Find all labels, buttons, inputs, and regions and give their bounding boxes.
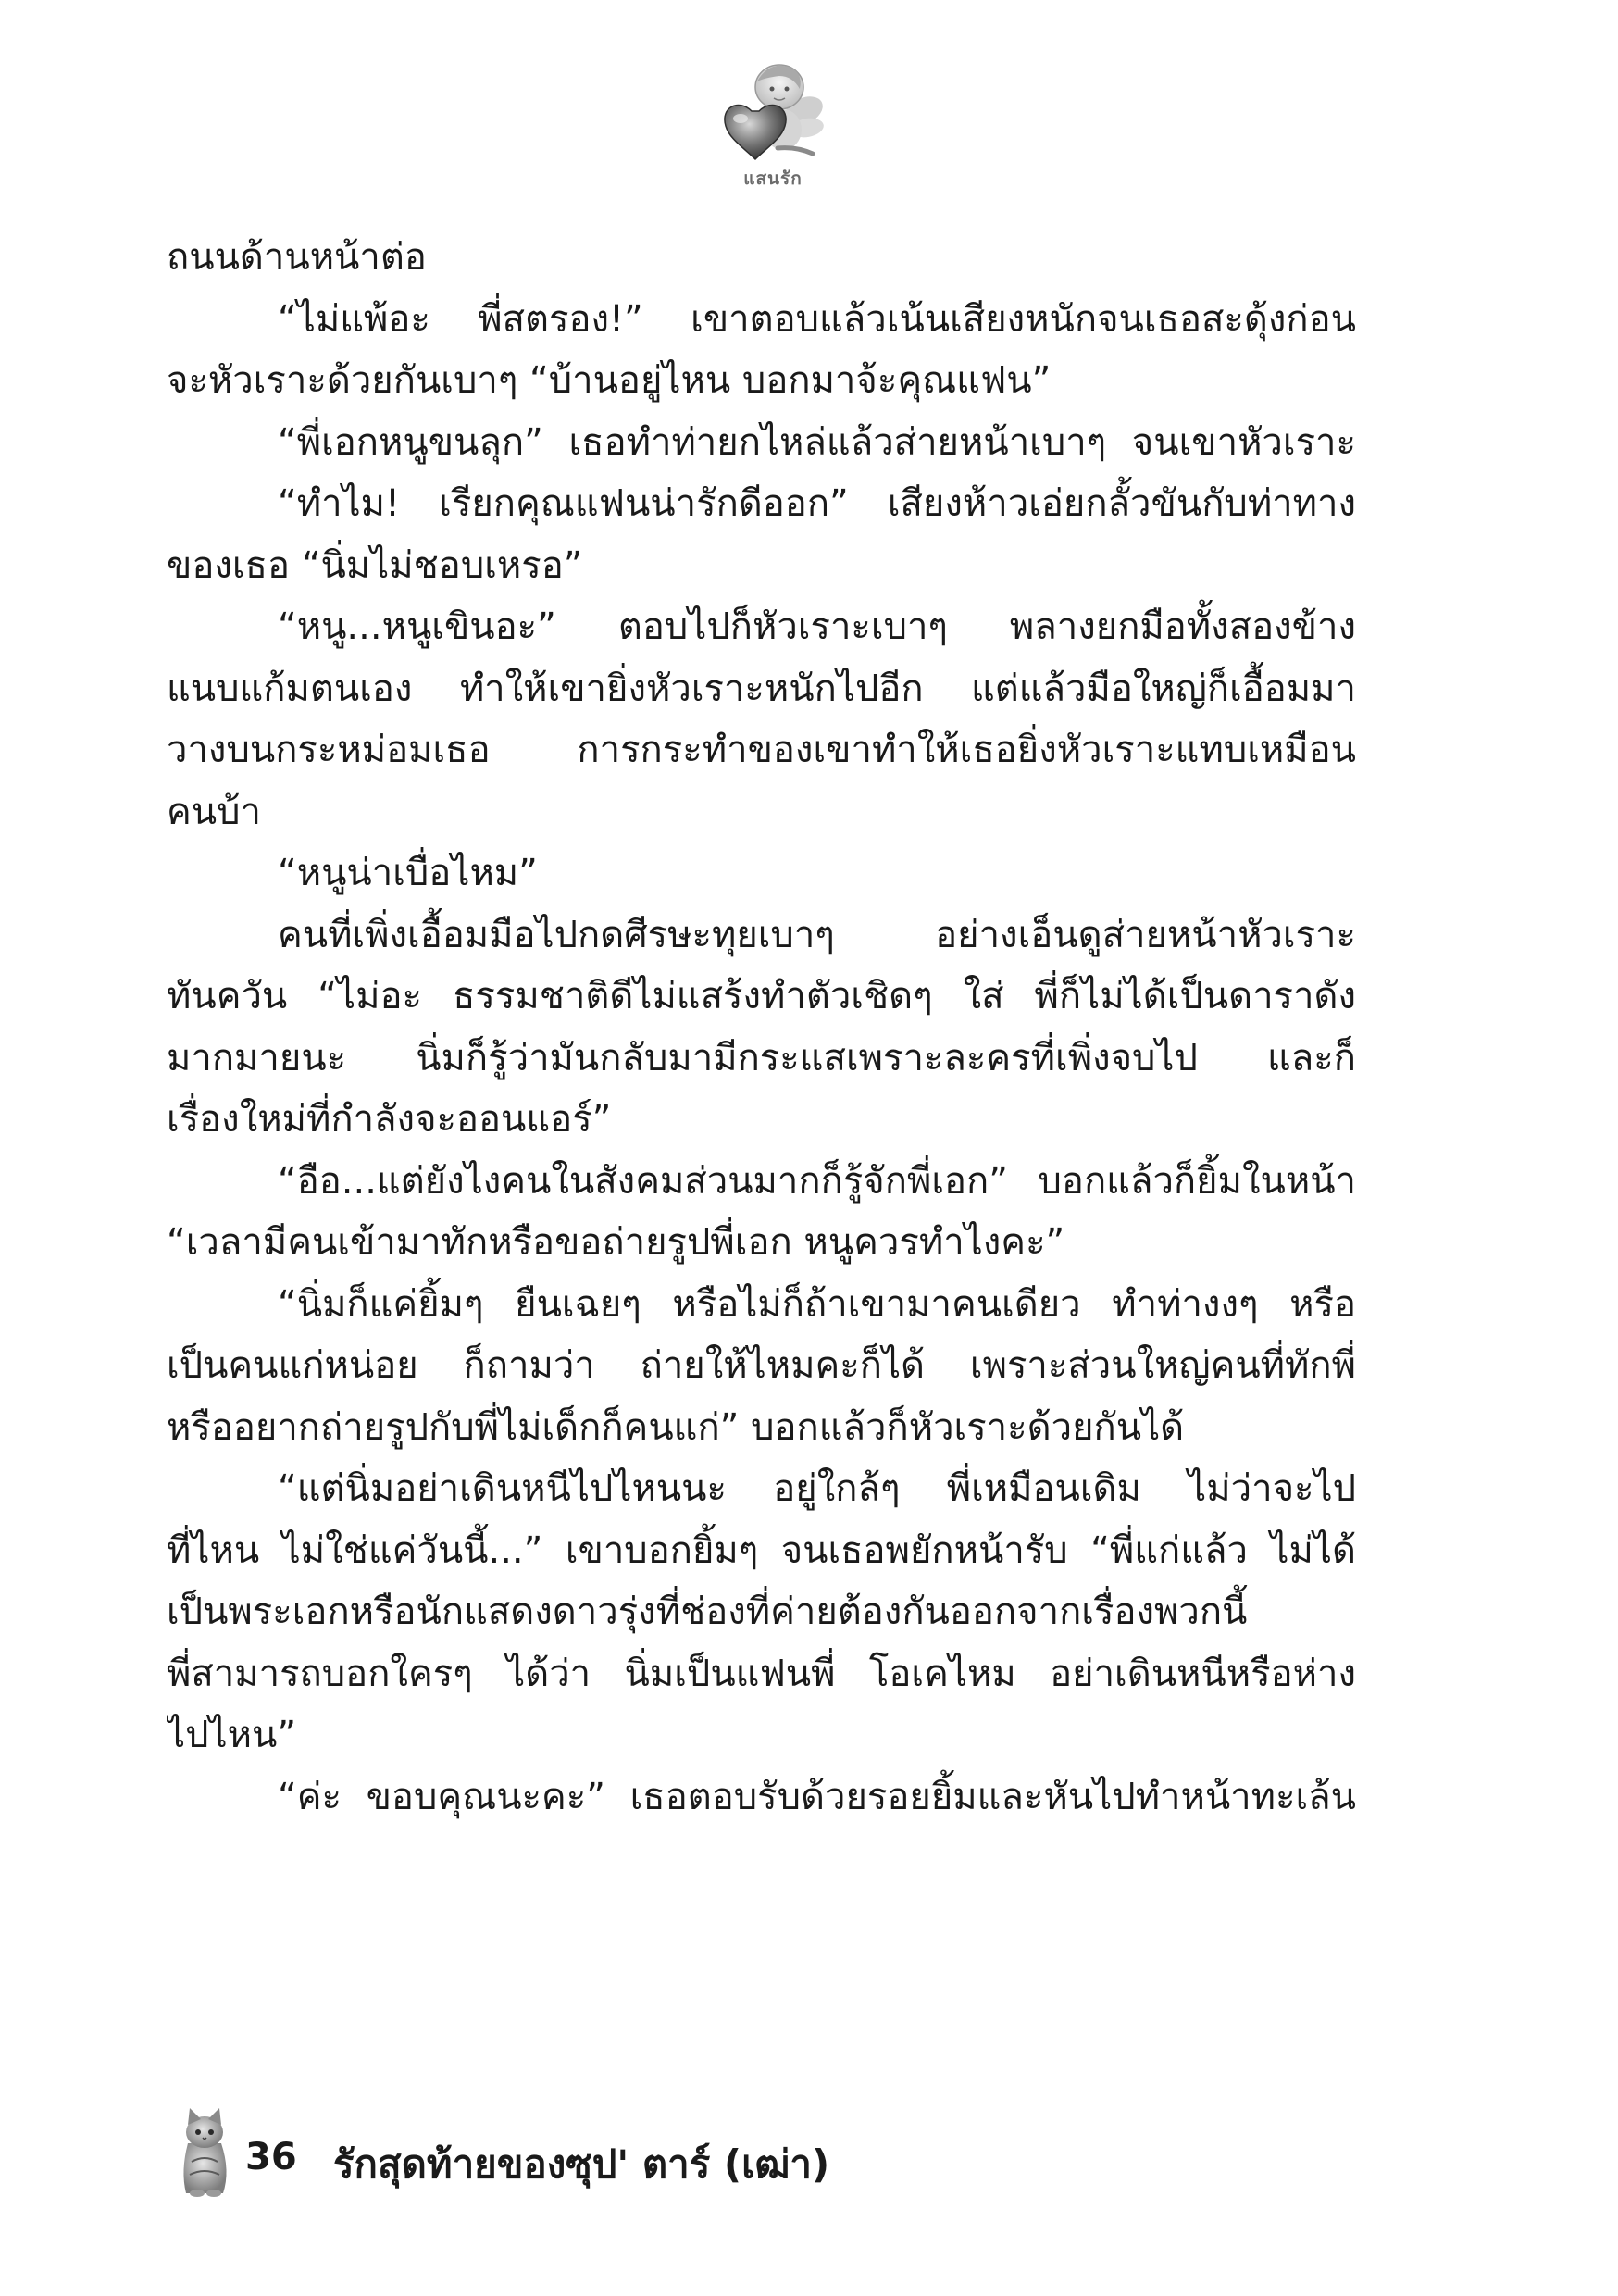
text-line: “อือ...แต่ยังไงคนในสังคมส่วนมากก็รู้จักพี่เอก” บอกแล้วก็ยิ้มในหน้า bbox=[278, 1159, 1356, 1203]
text-line: “พี่เอกหนูขนลุก” เธอทำท่ายกไหล่แล้วส่ายหน้าเบาๆ จนเขาหัวเราะ bbox=[278, 420, 1356, 464]
page-number: 36 bbox=[245, 2136, 297, 2178]
text-line: ของเธอ “นิ่มไม่ชอบเหรอ” bbox=[167, 543, 583, 587]
text-line: “หนู...หนูเขินอะ” ตอบไปก็หัวเราะเบาๆ พลางยกมือทั้งสองข้าง bbox=[278, 605, 1356, 648]
text-line: เรื่องใหม่ที่กำลังจะออนแอร์” bbox=[167, 1098, 612, 1141]
logo-text: แสนรัก bbox=[743, 168, 803, 189]
text-line: แนบแก้มตนเอง ทำให้เขายิ่งหัวเราะหนักไปอีก แต่แล้วมือใหญ่ก็เอื้อมมา bbox=[167, 667, 1356, 710]
kitten-icon bbox=[171, 2106, 238, 2199]
text-line: คนที่เพิ่งเอื้อมมือไปกดศีรษะทุยเบาๆ อย่างเอ็นดูส่ายหน้าหัวเราะ bbox=[278, 913, 1356, 956]
text-line: พี่สามารถบอกใครๆ ได้ว่า นิ่มเป็นแฟนพี่ โอเคไหม อย่าเดินหนีหรือห่าง bbox=[167, 1652, 1356, 1695]
text-line: คนบ้า bbox=[167, 790, 261, 833]
publisher-logo bbox=[703, 57, 842, 194]
text-line: ไปไหน” bbox=[167, 1714, 297, 1756]
text-line: “ไม่แพ้อะ พี่สตรอง!” เขาตอบแล้วเน้นเสียงหนักจนเธอสะดุ้งก่อน bbox=[278, 297, 1356, 341]
book-title: รักสุดท้ายของซุป' ตาร์ (เฒ่า) bbox=[333, 2141, 830, 2187]
page-footer bbox=[171, 2106, 1004, 2208]
text-line: “ค่ะ ขอบคุณนะคะ” เธอตอบรับด้วยรอยยิ้มและหันไปทำหน้าทะเล้น bbox=[278, 1775, 1356, 1818]
text-line: วางบนกระหม่อมเธอ การกระทำของเขาทำให้เธอยิ่งหัวเราะแทบเหมือน bbox=[167, 729, 1356, 771]
text-line: “นิ่มก็แค่ยิ้มๆ ยืนเฉยๆ หรือไม่ก็ถ้าเขามาคนเดียว ทำท่างงๆ หรือ bbox=[278, 1282, 1356, 1326]
text-line: ที่ไหน ไม่ใช่แค่วันนี้...” เขาบอกยิ้มๆ จนเธอพยักหน้ารับ “พี่แก่แล้ว ไม่ได้ bbox=[167, 1529, 1356, 1572]
text-line: เป็นคนแก่หน่อย ก็ถามว่า ถ่ายให้ไหมคะก็ได้ เพราะส่วนใหญ่คนที่ทักพี่ bbox=[167, 1344, 1356, 1387]
text-line: จะหัวเราะด้วยกันเบาๆ “บ้านอยู่ไหน บอกมาจ้ะคุณแฟน” bbox=[167, 359, 1052, 402]
text-line: ถนนด้านหน้าต่อ bbox=[167, 236, 427, 279]
text-line: หรืออยากถ่ายรูปกับพี่ไม่เด็กก็คนแก่” บอกแล้วก็หัวเราะด้วยกันได้ bbox=[167, 1405, 1185, 1449]
text-line: มากมายนะ นิ่มก็รู้ว่ามันกลับมามีกระแสเพราะละครที่เพิ่งจบไป และก็ bbox=[167, 1036, 1356, 1079]
text-line: ทันควัน “ไม่อะ ธรรมชาติดีไม่แสร้งทำตัวเชิดๆ ใส่ พี่ก็ไม่ได้เป็นดาราดัง bbox=[167, 975, 1356, 1017]
text-line: “แต่นิ่มอย่าเดินหนีไปไหนนะ อยู่ใกล้ๆ พี่เหมือนเดิม ไม่ว่าจะไป bbox=[278, 1467, 1356, 1510]
text-line: เป็นพระเอกหรือนักแสดงดาวรุ่งที่ช่องที่ค่ายต้องกันออกจากเรื่องพวกนี้ bbox=[167, 1591, 1248, 1633]
text-line: “ทำไม! เรียกคุณแฟนน่ารักดีออก” เสียงห้าวเอ่ยกลั้วขันกับท่าทาง bbox=[278, 482, 1356, 525]
text-line: “เวลามีคนเข้ามาทักหรือขอถ่ายรูปพี่เอก หนูควรทำไงคะ” bbox=[167, 1221, 1065, 1264]
body-text bbox=[167, 227, 1356, 1828]
text-line: “หนูน่าเบื่อไหม” bbox=[278, 852, 538, 894]
